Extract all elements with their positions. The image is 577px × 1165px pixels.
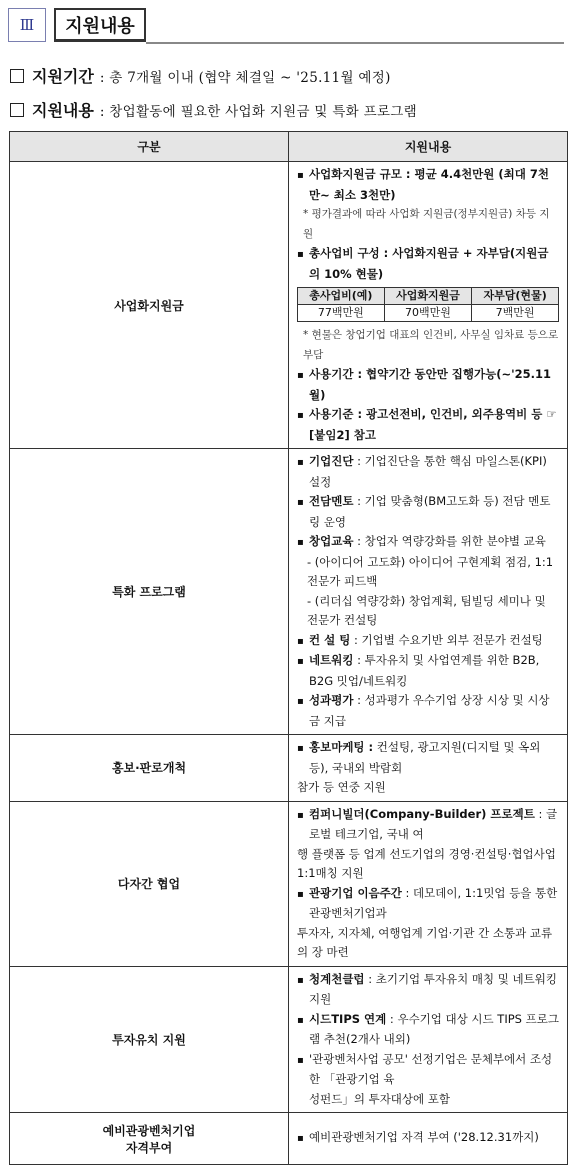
row-content <box>289 735 568 802</box>
list-item: ▪ 청계천클럽 : 초기기업 투자유치 매칭 및 네트워킹 지원 <box>297 970 559 1010</box>
row-content <box>289 966 568 1113</box>
checkbox-square-icon <box>10 103 24 117</box>
list-item: ▪ 컨 설 팅 : 기업별 수요기반 외부 전문가 컨설팅 <box>297 631 559 652</box>
support-period-label: 지원기간 <box>32 67 94 86</box>
row-content <box>289 449 568 735</box>
list-item: ▪ '관광벤처사업 공모' 선정기업은 문체부에서 조성한 「관광기업 육 <box>297 1050 559 1090</box>
section-divider <box>146 42 564 44</box>
checkbox-square-icon <box>10 69 24 83</box>
list-item: ▪ 컴퍼니빌더(Company-Builder) 프로젝트 : 글로벌 테크기업, 국내 여 <box>297 805 559 845</box>
inner-header: 총사업비(예) <box>298 288 385 305</box>
table-row <box>10 162 568 449</box>
budget-example-table <box>297 287 559 322</box>
row-category: 다자간 협업 <box>10 801 289 966</box>
list-item: ▪ 전담멘토 : 기업 맞춤형(BM고도화 등) 전담 멘토링 운영 <box>297 492 559 532</box>
table-row <box>10 966 568 1113</box>
sub-item: - (리더십 역량강화) 창업계획, 팀빌딩 세미나 및 전문가 컨설팅 <box>307 593 546 627</box>
note-text: * 평가결과에 따라 사업화 지원금(정부지원금) 차등 지원 <box>303 208 550 240</box>
inner-cell: 70백만원 <box>384 305 472 322</box>
row-category: 홍보·판로개척 <box>10 735 289 802</box>
list-item: ▪ 총사업비 구성 : 사업화지원금 + 자부담(지원금의 10% 현물) <box>297 244 559 284</box>
table-row <box>10 1113 568 1165</box>
support-content-value: : 창업활동에 필요한 사업화 지원금 및 특화 프로그램 <box>99 104 417 120</box>
support-period-value: : 총 7개월 이내 (협약 체결일 ~ '25.11월 예정) <box>99 70 391 86</box>
inner-header: 사업화지원금 <box>384 288 472 305</box>
list-item-continued: 투자자, 지자체, 여행업계 기업·기관 간 소통과 교류의 장 마련 <box>297 925 553 959</box>
row-category: 투자유치 지원 <box>10 966 289 1113</box>
list-item: ▪ 성과평가 : 성과평가 우수기업 상장 시상 및 시상금 지급 <box>297 691 559 731</box>
inner-cell: 7백만원 <box>472 305 559 322</box>
support-content-line <box>10 98 417 121</box>
row-category: 사업화지원금 <box>10 162 289 449</box>
list-item: ▪ 네트워킹 : 투자유치 및 사업연계를 위한 B2B, B2G 밋업/네트워킹 <box>297 651 559 691</box>
list-item: ▪ 사용기간 : 협약기간 동안만 집행가능(~'25.11월) <box>297 365 559 405</box>
header-content: 지원내용 <box>289 132 568 162</box>
list-item: ▪ 시드TIPS 연계 : 우수기업 대상 시드 TIPS 프로그램 추천(2개사 내외) <box>297 1010 559 1050</box>
list-item: ▪ 예비관광벤처기업 자격 부여 ('28.12.31까지) <box>297 1128 559 1149</box>
list-item: ▪ 관광기업 이음주간 : 데모데이, 1:1밋업 등을 통한 관광벤처기업과 <box>297 884 559 924</box>
list-item: ▪ 사업화지원금 규모 : 평균 4.4천만원 (최대 7천만~ 최소 3천만) <box>297 165 559 205</box>
support-table <box>9 131 568 1165</box>
table-header-row <box>10 132 568 162</box>
list-item-continued: 행 플랫폼 등 업계 선도기업의 경영·컨설팅·협업사업 1:1매칭 지원 <box>297 846 556 880</box>
section-title: 지원내용 <box>54 8 146 42</box>
note-text: * 현물은 창업기업 대표의 인건비, 사무실 임차료 등으로 부담 <box>303 329 559 361</box>
sub-item: - (아이디어 고도화) 아이디어 구현계획 점검, 1:1 전문가 피드백 <box>307 554 554 588</box>
inner-cell: 77백만원 <box>298 305 385 322</box>
support-period-line <box>10 64 391 87</box>
list-item: ▪ 창업교육 : 창업자 역량강화를 위한 분야별 교육 <box>297 532 559 553</box>
section-header <box>8 8 146 42</box>
list-item: ▪ 기업진단 : 기업진단을 통한 핵심 마일스톤(KPI) 설정 <box>297 452 559 492</box>
table-row <box>10 801 568 966</box>
list-item-continued: 참가 등 연중 지원 <box>297 780 386 794</box>
row-content <box>289 801 568 966</box>
row-content <box>289 1113 568 1165</box>
row-category: 예비관광벤처기업 자격부여 <box>10 1113 289 1165</box>
row-content <box>289 162 568 449</box>
section-number: Ⅲ <box>8 8 46 42</box>
inner-header: 자부담(현물) <box>472 288 559 305</box>
list-item: ▪ 사용기준 : 광고선전비, 인건비, 외주용역비 등 ☞ [붙임2] 참고 <box>297 405 559 445</box>
support-content-label: 지원내용 <box>32 101 94 120</box>
header-category: 구분 <box>10 132 289 162</box>
table-row <box>10 735 568 802</box>
row-category: 특화 프로그램 <box>10 449 289 735</box>
list-item-continued: 성펀드」의 투자대상에 포함 <box>309 1091 451 1106</box>
table-row <box>10 449 568 735</box>
list-item: ▪ 홍보마케팅 : 컨설팅, 광고지원(디지털 및 옥외 등), 국내외 박람회 <box>297 738 559 778</box>
